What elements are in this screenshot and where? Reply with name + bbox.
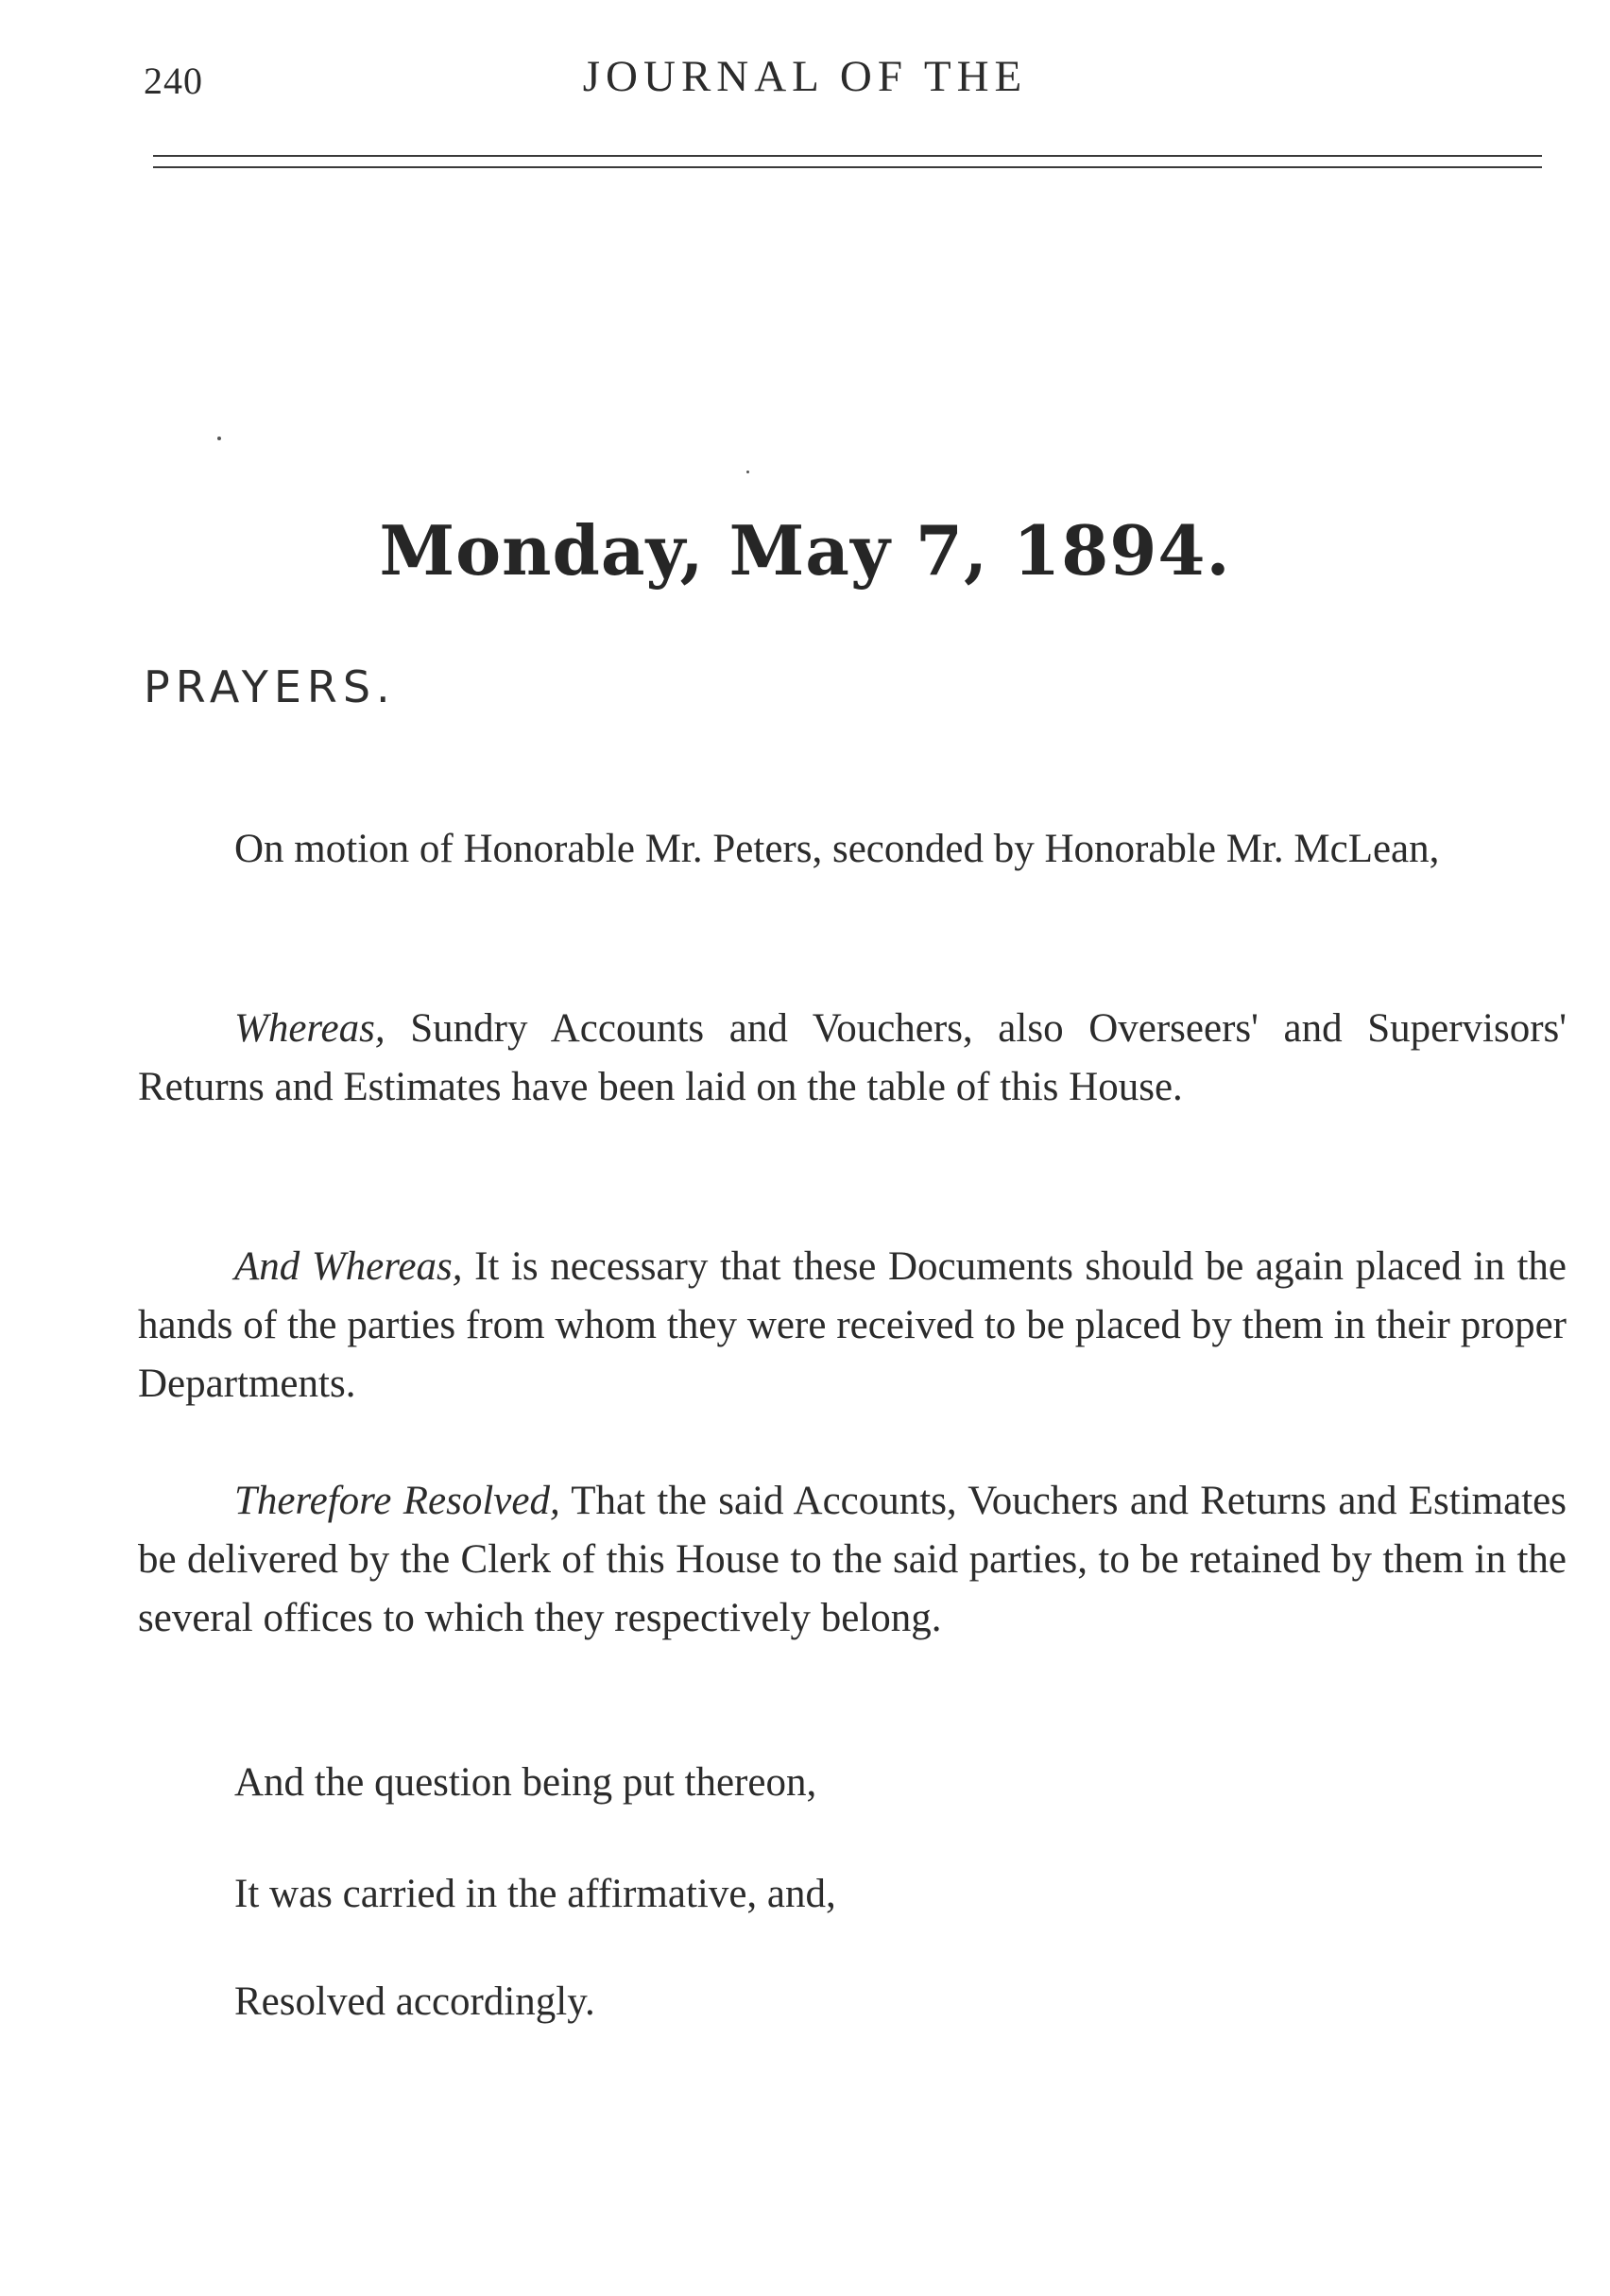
and-whereas-text: It is necessary that these Documents should be again placed in the hands of the parties from whom they were received to be placed by them in their proper Departments. — [138, 1244, 1567, 1406]
motion-paragraph — [138, 820, 1567, 879]
page-number: 240 — [144, 60, 203, 102]
date-heading: Monday, May 7, 1894. — [379, 510, 1231, 591]
and-whereas-lead: And Whereas, — [234, 1244, 463, 1289]
whereas-text: Sundry Accounts and Vouchers, also Overseers' and Supervisors' Returns and Estimates have been laid on the table of this House. — [138, 1006, 1567, 1109]
header-rule-top — [153, 155, 1542, 157]
section-heading-prayers: PRAYERS. — [144, 661, 396, 712]
whereas-lead: Whereas, — [234, 1006, 385, 1051]
resolution-paragraph — [138, 1472, 1567, 1648]
resolved-line: Resolved accordingly. — [234, 1979, 595, 2024]
print-speck — [217, 437, 221, 440]
and-whereas-paragraph — [138, 1238, 1567, 1414]
print-speck — [746, 471, 749, 473]
whereas-paragraph — [138, 1000, 1567, 1117]
running-head: JOURNAL OF THE — [582, 52, 1028, 101]
carried-line: It was carried in the affirmative, and, — [234, 1872, 836, 1916]
motion-text: On motion of Honorable Mr. Peters, seconded by Honorable Mr. McLean, — [234, 827, 1440, 871]
question-line: And the question being put thereon, — [234, 1760, 817, 1805]
resolution-lead: Therefore Resolved, — [234, 1479, 560, 1523]
resolution-text: That the said Accounts, Vouchers and Returns and Estimates be delivered by the Clerk of this House to the said parties, to be retained by them in the several offices to which they respectively belong. — [138, 1479, 1567, 1640]
header-rule-bottom — [153, 166, 1542, 168]
